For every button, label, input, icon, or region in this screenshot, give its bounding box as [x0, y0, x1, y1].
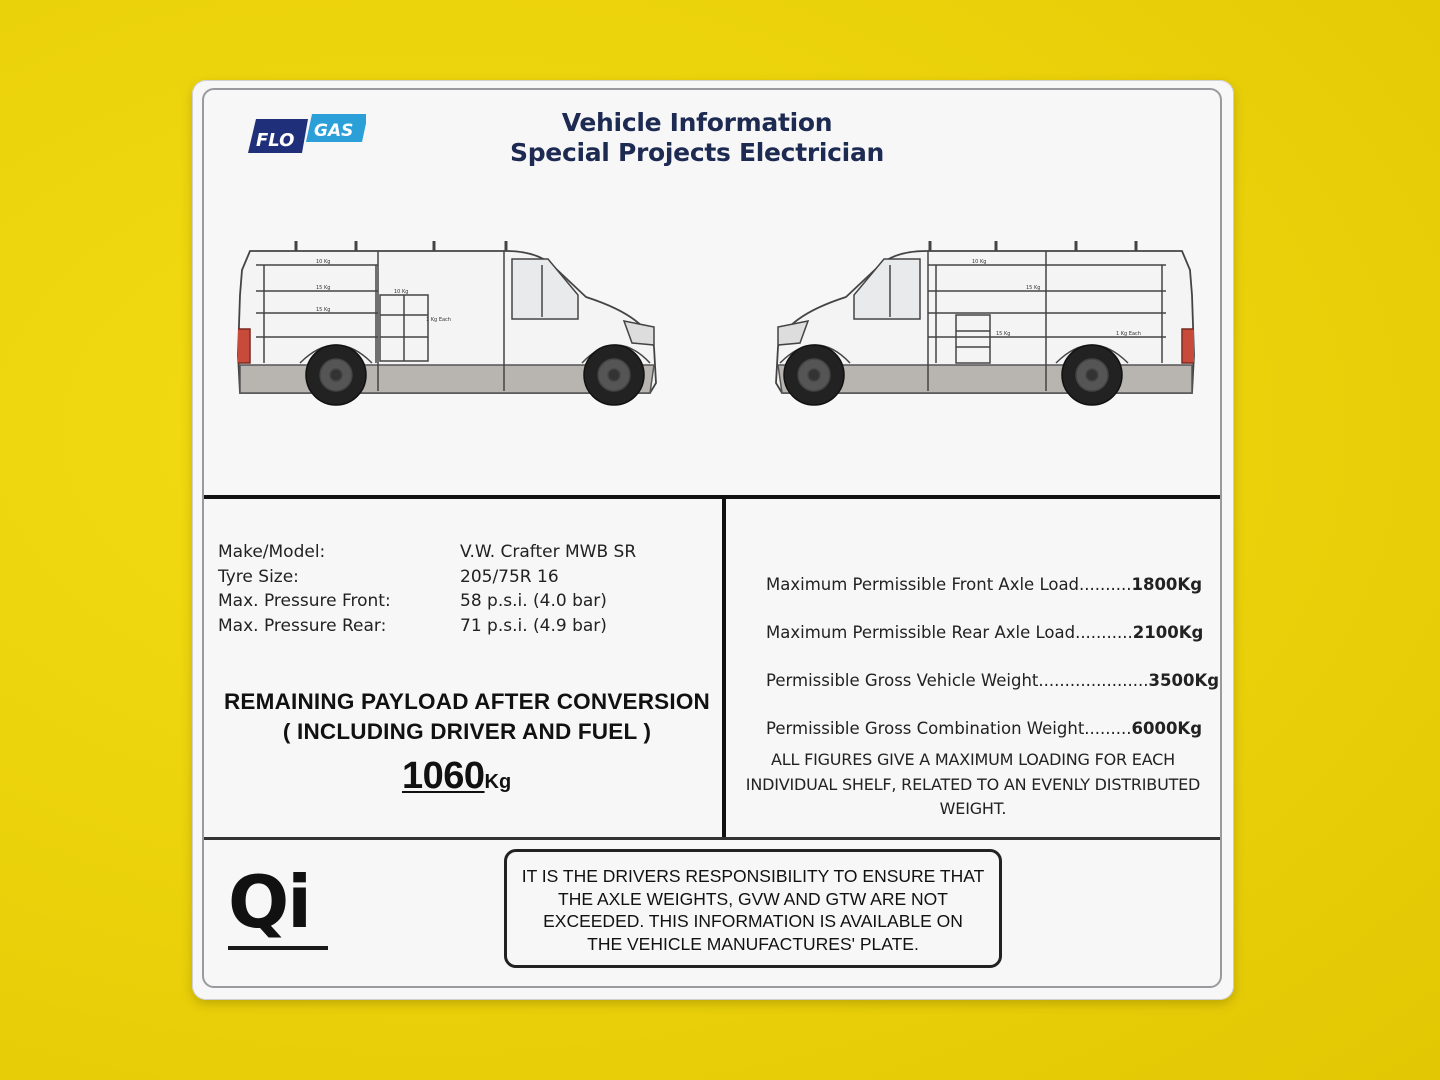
shelf-label: 1 Kg Each: [426, 317, 451, 323]
shelf-label: 1 Kg Each: [1116, 331, 1141, 337]
spec-labels: [218, 540, 391, 638]
van-diagrams: [236, 235, 1196, 435]
weight-label: Maximum Permissible Rear Axle Load...........: [766, 623, 1133, 642]
weight-row-front-axle: [766, 575, 1202, 594]
weight-row-gvw: [766, 671, 1219, 690]
payload-heading: [212, 687, 722, 747]
spec-values: [460, 540, 636, 638]
right-van-illustration: [776, 241, 1194, 405]
warning-line-3: EXCEEDED. THIS INFORMATION IS AVAILABLE ON: [543, 911, 963, 931]
shelf-label: 10 Kg: [972, 259, 987, 265]
qi-logo: Qi: [228, 860, 310, 944]
weight-row-gcw: [766, 719, 1202, 738]
spec-label: Make/Model:: [218, 542, 326, 562]
note-line-3: WEIGHT.: [939, 799, 1007, 818]
payload-line-1: REMAINING PAYLOAD AFTER CONVERSION: [223, 689, 710, 714]
shelf-label: 15 Kg: [996, 331, 1011, 337]
vehicle-info-sign: [192, 80, 1234, 1000]
weight-label: Maximum Permissible Front Axle Load..........: [766, 575, 1132, 594]
divider-horizontal-bottom: [204, 837, 1220, 840]
payload-line-2: ( INCLUDING DRIVER AND FUEL ): [282, 719, 652, 744]
weight-value: 2100Kg: [1132, 623, 1204, 642]
qi-underline: [228, 946, 328, 950]
spec-label: Max. Pressure Rear:: [218, 615, 387, 636]
divider-vertical: [722, 499, 726, 839]
weight-value: 6000Kg: [1131, 719, 1203, 738]
weight-row-rear-axle: [766, 623, 1203, 642]
logo-text-gas: GAS: [314, 121, 354, 141]
payload-number: 1060: [402, 755, 485, 797]
spec-value: 205/75R 16: [460, 566, 559, 587]
logo-text-flo: FLO: [256, 130, 295, 151]
note-line-1: ALL FIGURES GIVE A MAXIMUM LOADING FOR EACH: [771, 750, 1175, 769]
warning-line-2: THE AXLE WEIGHTS, GVW AND GTW ARE NOT: [558, 888, 948, 909]
warning-line-1: IT IS THE DRIVERS RESPONSIBILITY TO ENSURE THAT: [521, 866, 985, 886]
warning-line-4: THE VEHICLE MANUFACTURES' PLATE.: [587, 933, 919, 954]
weight-value: 1800Kg: [1131, 575, 1203, 594]
spec-value: 71 p.s.i. (4.9 bar): [460, 615, 607, 636]
flogas-logo: [246, 114, 366, 154]
shelf-label: 15 Kg: [316, 285, 331, 291]
sign-title: [422, 108, 972, 168]
title-line-1: Vehicle Information: [561, 108, 833, 137]
spec-label: Tyre Size:: [218, 566, 299, 587]
note-line-2: INDIVIDUAL SHELF, RELATED TO AN EVENLY DISTRIBUTED: [745, 774, 1201, 794]
shelf-label: 10 Kg: [394, 289, 409, 295]
shelf-label: 10 Kg: [316, 259, 331, 265]
spec-label: Max. Pressure Front:: [218, 591, 391, 611]
driver-responsibility-notice: [504, 849, 1002, 968]
title-line-2: Special Projects Electrician: [509, 138, 885, 167]
shelf-loading-note: [728, 748, 1218, 822]
payload-value: [402, 755, 511, 798]
shelf-label: 15 Kg: [1026, 285, 1041, 291]
weight-label: Permissible Gross Vehicle Weight.....................: [766, 671, 1149, 690]
payload-unit: Kg: [484, 771, 512, 793]
spec-value: V.W. Crafter MWB SR: [460, 542, 637, 562]
spec-value: 58 p.s.i. (4.0 bar): [460, 591, 607, 611]
left-van-illustration: [238, 241, 656, 405]
weight-label: Permissible Gross Combination Weight.........: [766, 719, 1132, 738]
weight-value: 3500Kg: [1148, 671, 1220, 690]
divider-horizontal-top: [204, 495, 1220, 499]
shelf-label: 15 Kg: [316, 307, 331, 313]
